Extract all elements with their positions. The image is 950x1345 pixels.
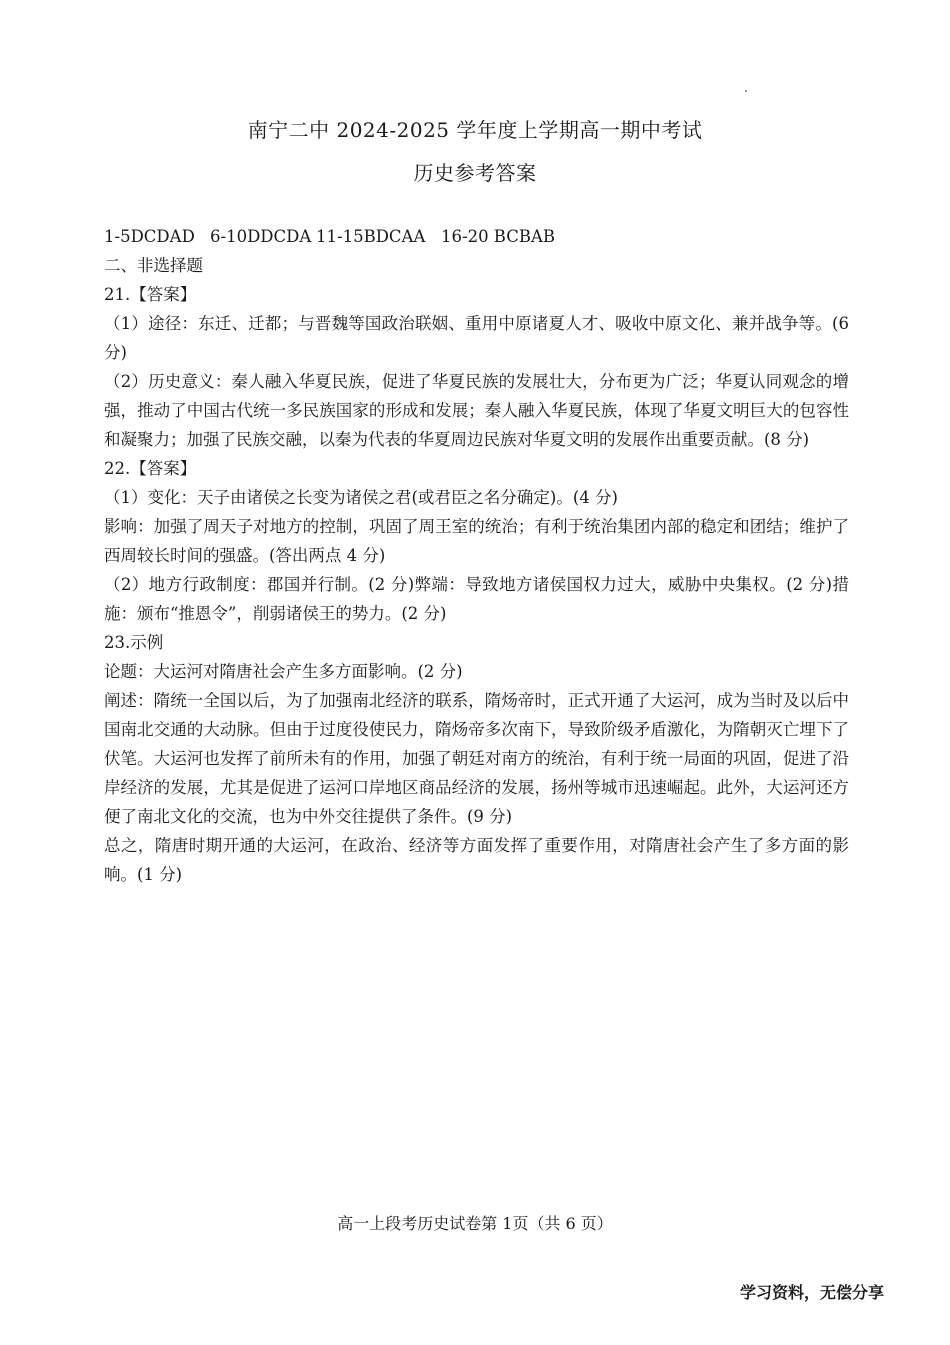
q23-conclusion: 总之，隋唐时期开通的大运河，在政治、经济等方面发挥了重要作用，对隋唐社会产生了多方面的影响。(1 分) [104,836,849,884]
q22-part2: （2）地方行政制度：郡国并行制。(2 分)弊端：导致地方诸侯国权力过大，威胁中央集权。(2 分)措施：颁布“推恩令”，削弱诸侯王的势力。(2 分) [104,575,849,623]
mc-group-1-5: 1-5DCDAD [104,227,195,246]
answer-key-subtitle: 历史参考答案 [413,161,537,185]
q21-part1: （1）途径：东迁、迁都；与晋魏等国政治联姻、重用中原诸夏人才、吸收中原文化、兼并战争等。(6 分) [104,314,849,362]
q21-heading: 21.【答案】 [104,285,197,304]
mc-group-11-15: 11-15BDCAA [316,227,426,246]
q22-impact: 影响：加强了周天子对地方的控制，巩固了周王室的统治；有利于统治集团内部的稳定和团结；维护了西周较长时间的强盛。(答出两点 4 分) [104,517,849,565]
mc-group-6-10: 6-10DDCDA [210,227,312,246]
mc-group-16-20: 16-20 BCBAB [441,227,556,246]
q21-part2: （2）历史意义：秦人融入华夏民族，促进了华夏民族的发展壮大，分布更为广泛；华夏认同观念的增强，推动了中国古代统一多民族国家的形成和发展；秦人融入华夏民族，体现了华夏文明巨大的包容性和凝聚力；加强了民族交融，以秦为代表的华夏周边民族对华夏文明的发展作出重要贡献。(8 分) [104,372,849,449]
page-footer: 高一上段考历史试卷第 1页（共 6 页） [337,1214,613,1233]
multiple-choice-answers [104,222,849,251]
q22-part1: （1）变化：天子由诸侯之长变为诸侯之君(或君臣之名分确定)。(4 分) [104,488,618,507]
q23-elaboration: 阐述：隋统一全国以后，为了加强南北经济的联系，隋炀帝时，正式开通了大运河，成为当时及以后中国南北交通的大动脉。但由于过度役使民力，隋炀帝多次南下，导致阶级矛盾激化，为隋朝灭亡埋下了伏笔。大运河也发挥了前所未有的作用，加强了朝廷对南方的统治，有利于统一局面的巩固，促进了沿岸经济的发展，尤其是促进了运河口岸地区商品经济的发展，扬州等城市迅速崛起。此外，大运河还方便了南北文化的交流，也为中外交往提供了条件。(9 分) [104,691,849,826]
watermark-text: 学习资料，无偿分享 [739,1283,884,1302]
exam-title: 南宁二中 2024-2025 学年度上学期高一期中考试 [247,118,703,142]
q23-thesis: 论题：大运河对隋唐社会产生多方面影响。(2 分) [104,662,463,681]
section-heading-non-choice: 二、非选择题 [104,256,203,275]
answer-body [104,222,849,889]
q23-heading: 23.示例 [104,633,164,652]
scan-speck [745,90,747,92]
q22-heading: 22.【答案】 [104,459,197,478]
